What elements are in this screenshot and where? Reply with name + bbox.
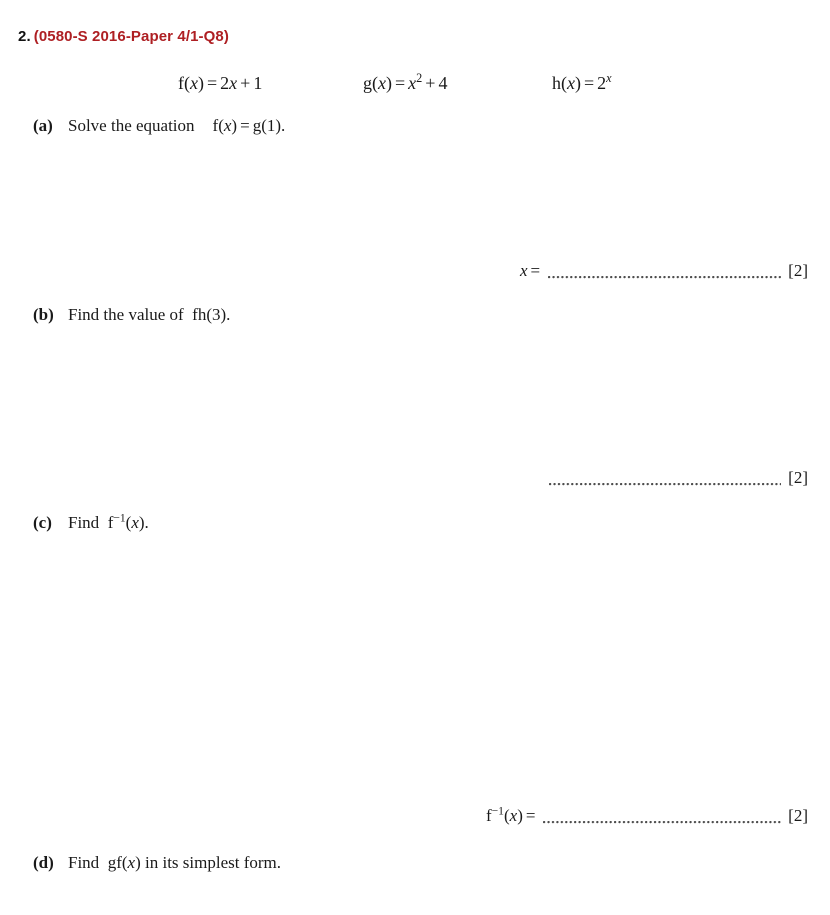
part-c-instruction: Find [68, 513, 100, 532]
part-d-fn: gf [107, 853, 122, 872]
function-g-exponent: 2 [416, 71, 423, 85]
part-a-equals: = [240, 116, 250, 135]
part-c-inverse: −1 [113, 511, 126, 525]
answer-c-dotted-field[interactable] [543, 810, 781, 825]
part-d-label: (d) [33, 853, 54, 872]
function-h-base: 2 [597, 73, 607, 93]
part-d-variable: x [127, 853, 136, 872]
part-a-fn-right: g [252, 116, 262, 135]
part-a-fn-left: f [212, 116, 219, 135]
function-g-constant: 4 [438, 73, 448, 93]
answer-a-marks: [2] [788, 261, 808, 280]
function-f-name: f [178, 73, 184, 93]
function-f-rhs-variable: x [229, 73, 238, 93]
function-f-operator: + [240, 73, 251, 93]
part-b-text [68, 303, 230, 327]
part-a-label: (a) [33, 116, 53, 135]
function-h-name: h [552, 73, 561, 93]
answer-a-dotted-field[interactable] [548, 265, 781, 280]
answer-line-a[interactable] [520, 258, 808, 284]
function-g-rhs-variable: x [408, 73, 417, 93]
answer-c-prefix: $f^{-1}(x)$ = [486, 803, 543, 829]
part-b-label: (b) [33, 305, 54, 324]
question-reference: (0580-S 2016-Paper 4/1-Q8) [33, 28, 229, 45]
question-part-c [0, 511, 830, 535]
answer-line-c[interactable] [486, 803, 808, 829]
part-a-argument: 1 [266, 116, 276, 135]
function-f-coefficient: 2 [220, 73, 230, 93]
part-a-period: . [281, 116, 286, 135]
part-d-text: Find gf(x) in its simplest form. [68, 853, 281, 872]
part-a-variable: x [223, 116, 232, 135]
function-g-operator: + [425, 73, 436, 93]
part-c-fn: f [107, 513, 114, 532]
part-d-tail: in its simplest form. [145, 853, 281, 872]
part-b-instruction: Find the value of [68, 305, 184, 324]
function-h-variable: x [567, 73, 575, 93]
function-definitions [0, 70, 830, 96]
answer-c-marks: [2] [788, 806, 808, 825]
question-part-a [0, 114, 830, 138]
answer-b-marks: [2] [788, 468, 808, 487]
answer-a-equals: = [530, 261, 541, 280]
function-f-constant: 1 [253, 73, 263, 93]
part-c-label: (c) [33, 513, 52, 532]
question-part-d [0, 851, 830, 875]
answer-a-prefix [520, 258, 548, 284]
question-part-b [0, 303, 830, 327]
part-c-variable: x [131, 513, 139, 532]
function-definition-f: f(x) = 2x + 1 [178, 73, 263, 93]
answer-c-equals: = [525, 806, 536, 825]
part-b-expression: fh(3). [192, 305, 231, 324]
part-a-instruction: Solve the equation [68, 116, 195, 135]
function-f-variable: x [190, 73, 198, 93]
answer-c-fn: f [486, 806, 492, 825]
answer-line-b[interactable] [549, 465, 808, 491]
part-a-text: Solve the equation f(x) = g(1). [68, 116, 286, 135]
function-g-name: g [363, 73, 372, 93]
function-h-exponent: x [606, 71, 612, 85]
page-title [18, 28, 229, 45]
part-c-text: Find $f^{-1}(x)$. [68, 511, 149, 532]
part-c-period: . [144, 513, 149, 532]
answer-b-dotted-field[interactable] [549, 472, 781, 487]
part-d-instruction: Find [68, 853, 100, 872]
function-g-variable: x [378, 73, 386, 93]
question-number: 2. [18, 28, 31, 45]
function-definition-h: $h(x) = 2^x$ [552, 71, 612, 93]
answer-c-variable: x [509, 806, 518, 825]
function-definition-g: $g(x) = x^2 + 4$ [363, 71, 448, 93]
answer-c-inverse: −1 [491, 804, 504, 818]
answer-a-variable: x [520, 261, 528, 280]
